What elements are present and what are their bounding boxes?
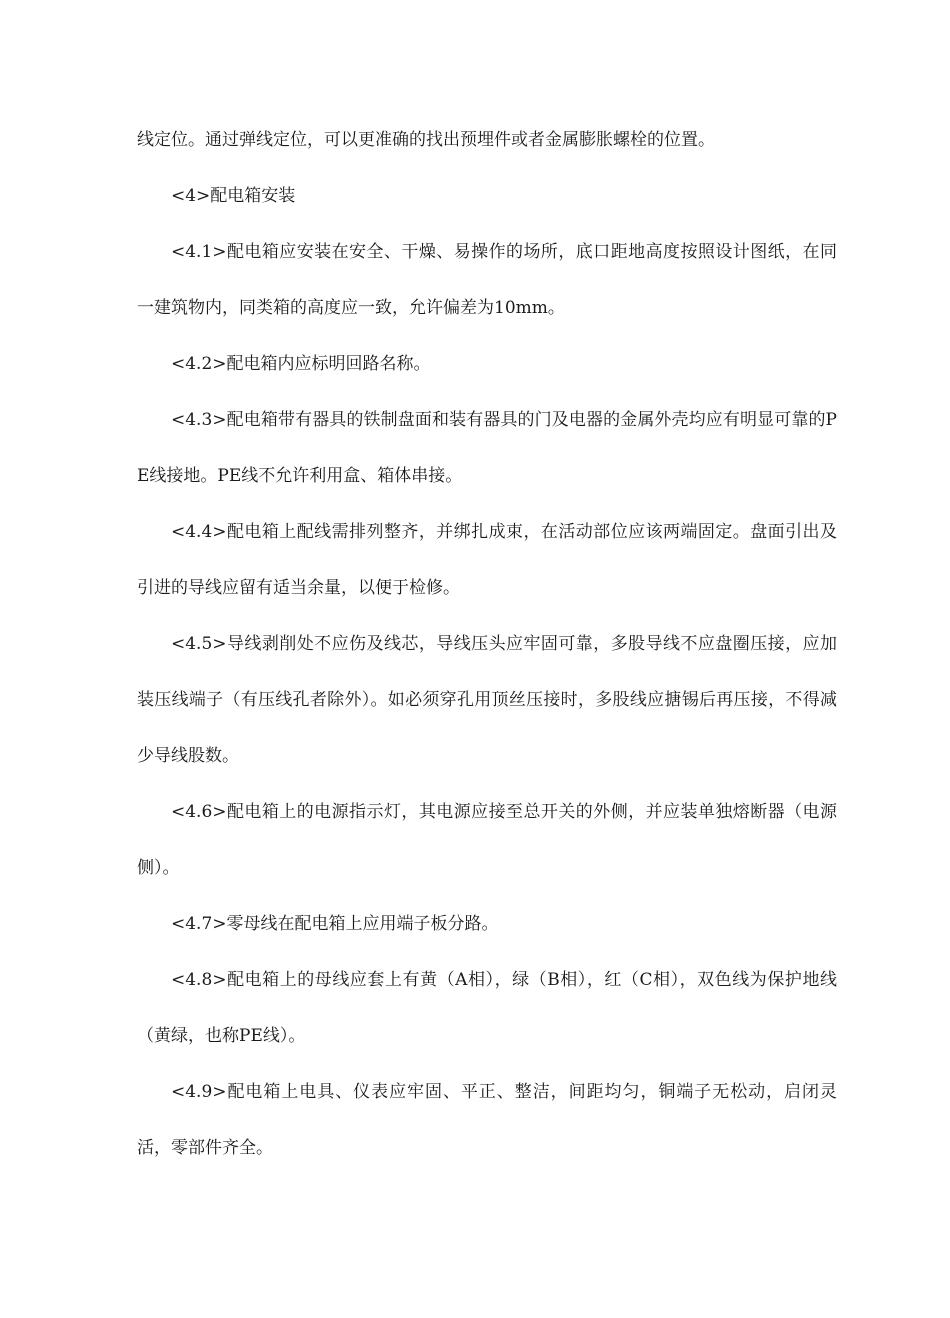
document-body <box>137 112 837 1176</box>
clause-4-3: <4.3>配电箱带有器具的铁制盘面和装有器具的门及电器的金属外壳均应有明显可靠的PE线接地。PE线不允许利用盒、箱体串接。 <box>137 410 837 486</box>
clause-4-9: <4.9>配电箱上电具、仪表应牢固、平正、整洁，间距均匀，铜端子无松动，启闭灵活，零部件齐全。 <box>137 1082 837 1158</box>
clause-4-7: <4.7>零母线在配电箱上应用端子板分路。 <box>171 914 499 934</box>
clause-4-6: <4.6>配电箱上的电源指示灯，其电源应接至总开关的外侧，并应装单独熔断器（电源侧）。 <box>137 802 837 878</box>
clause-4-5: <4.5>导线剥削处不应伤及线芯，导线压头应牢固可靠，多股导线不应盘圈压接，应加装压线端子（有压线孔者除外）。如必须穿孔用顶丝压接时，多股线应搪锡后再压接，不得减少导线股数。 <box>137 634 837 766</box>
clause-4-8: <4.8>配电箱上的母线应套上有黄（A相），绿（B相），红（C相），双色线为保护地线（黄绿，也称PE线）。 <box>137 970 837 1046</box>
paragraph-continuation: 线定位。通过弹线定位，可以更准确的找出预埋件或者金属膨胀螺栓的位置。 <box>137 130 715 150</box>
clause-4-1: <4.1>配电箱应安装在安全、干燥、易操作的场所，底口距地高度按照设计图纸，在同一建筑物内，同类箱的高度应一致，允许偏差为10mm。 <box>137 242 837 318</box>
clause-4-2: <4.2>配电箱内应标明回路名称。 <box>171 354 431 374</box>
section-heading-4: <4>配电箱安装 <box>171 186 296 206</box>
clause-4-4: <4.4>配电箱上配线需排列整齐，并绑扎成束，在活动部位应该两端固定。盘面引出及引进的导线应留有适当余量，以便于检修。 <box>137 522 837 598</box>
